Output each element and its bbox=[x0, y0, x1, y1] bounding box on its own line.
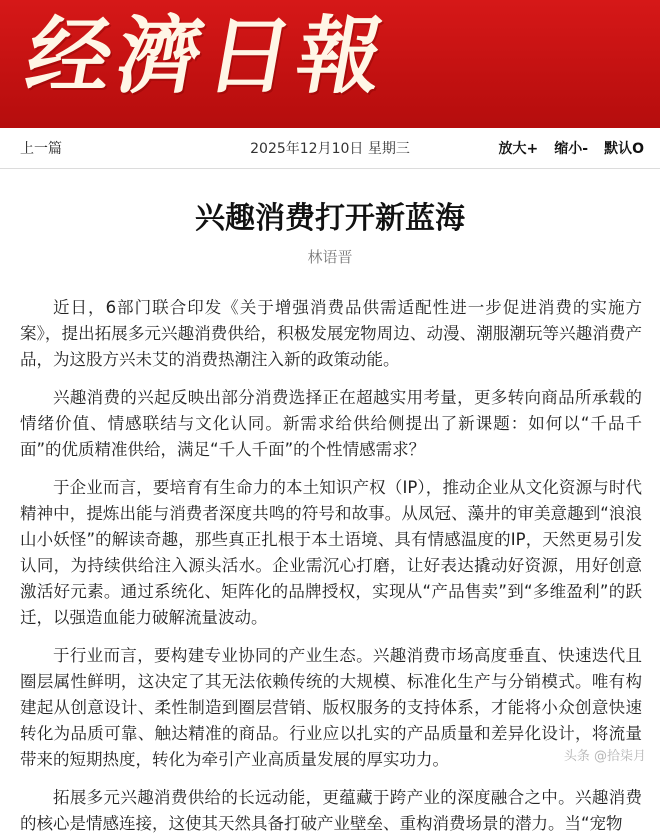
paragraph: 近日，6部门联合印发《关于增强消费品供需适配性进一步促进消费的实施方案》，提出拓展多元兴趣消费供给，积极发展宠物周边、动漫、潮服潮玩等兴趣消费产品，为这股方兴未艾的消费热潮注入新的政策动能。 bbox=[20, 295, 642, 373]
paragraph: 于企业而言，要培育有生命力的本土知识产权（IP），推动企业从文化资源与时代精神中，提炼出能与消费者深度共鸣的符号和故事。从凤冠、藻井的审美意趣到“浪浪山小妖怪”的解读奇趣，那些真正扎根于本土语境、具有情感温度的IP，天然更易引发认同，为持续供给注入源头活水。企业需沉心打磨，让好表达撬动好资源，用好创意激活好元素。通过系统化、矩阵化的品牌授权，实现从“产品售卖”到“多维盈利”的跃迁，以强造血能力破解流量波动。 bbox=[20, 475, 642, 631]
paragraph: 拓展多元兴趣消费供给的长远动能，更蕴藏于跨产业的深度融合之中。兴趣消费的核心是情感连接，这使其天然具备打破产业壁垒、重构消费场景的潜力。当“宠物 bbox=[20, 785, 642, 837]
article-author: 林语晋 bbox=[0, 247, 660, 267]
article-toolbar bbox=[0, 128, 660, 169]
paragraph: 兴趣消费的兴起反映出部分消费选择正在超越实用考量，更多转向商品所承载的情绪价值、情感联结与文化认同。新需求给供给侧提出了新课题：如何以“千品千面”的优质精准供给，满足“千人千面”的个性情感需求？ bbox=[20, 385, 642, 463]
font-size-controls bbox=[499, 138, 644, 158]
newspaper-logo: 经濟日報 bbox=[19, 6, 397, 106]
default-size-button[interactable]: 默认O bbox=[604, 138, 644, 158]
article-body bbox=[0, 295, 660, 837]
masthead-banner bbox=[0, 0, 660, 128]
paragraph: 于行业而言，要构建专业协同的产业生态。兴趣消费市场高度垂直、快速迭代且圈层属性鲜明，这决定了其无法依赖传统的大规模、标准化生产与分销模式。唯有构建起从创意设计、柔性制造到圈层营销、版权服务的支持体系，才能将小众创意快速转化为品质可靠、触达精准的商品。行业应以扎实的产品质量和差异化设计，将流量带来的短期热度，转化为牵引产业高质量发展的厚实功力。 bbox=[20, 643, 642, 773]
article-title: 兴趣消费打开新蓝海 bbox=[0, 199, 660, 239]
watermark: 头条 @拾柒月 bbox=[564, 745, 646, 764]
zoom-out-button[interactable]: 缩小- bbox=[554, 138, 588, 158]
zoom-in-button[interactable]: 放大+ bbox=[499, 138, 539, 158]
issue-date: 2025年12月10日 星期三 bbox=[0, 138, 660, 158]
previous-article-link[interactable]: 上一篇 bbox=[20, 138, 62, 158]
